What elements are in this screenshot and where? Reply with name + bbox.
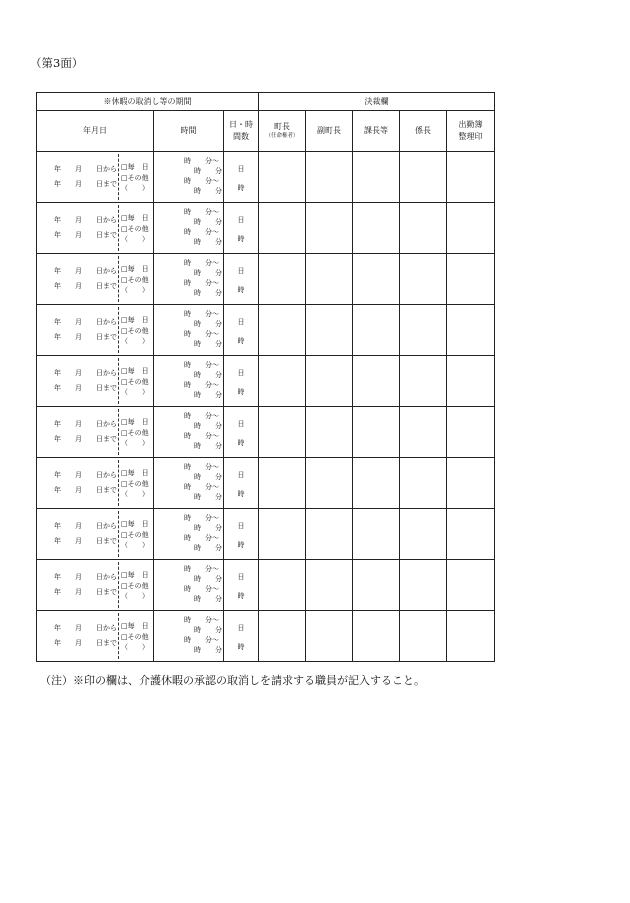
- date-entry-cell[interactable]: [37, 611, 154, 662]
- date-to-text: 年 月 日まで: [54, 435, 117, 443]
- footnote: （注）※印の欄は、介護休暇の承認の取消しを請求する職員が記入すること。: [40, 674, 425, 687]
- mayor-stamp-cell[interactable]: [259, 152, 306, 203]
- other-paren-field[interactable]: （ ）: [121, 592, 149, 600]
- days-header-line2: 間数: [233, 132, 250, 141]
- date-to-text: 年 月 日まで: [54, 588, 117, 596]
- table-row: [37, 152, 495, 203]
- date-to-text: 年 月 日まで: [54, 231, 117, 239]
- daily-checkbox-label[interactable]: □毎 日: [121, 571, 149, 579]
- table-row: [37, 509, 495, 560]
- days-header-line1: 日・時: [229, 120, 254, 129]
- time-line-1: 時 分～: [184, 514, 219, 522]
- attendance-column-header: [447, 111, 495, 152]
- dashed-divider: [118, 460, 119, 506]
- other-paren-field[interactable]: （ ）: [121, 439, 149, 447]
- time-line-1: 時 分～: [184, 361, 219, 369]
- deputy-mayor-stamp-cell[interactable]: [306, 407, 353, 458]
- dashed-divider: [118, 409, 119, 455]
- time-line-2: 時 分: [194, 575, 222, 583]
- time-line-1: 時 分～: [184, 157, 219, 165]
- time-line-4: 時 分: [194, 187, 222, 195]
- date-entry-cell[interactable]: [37, 560, 154, 611]
- date-from-text: 年 月 日から: [54, 471, 117, 479]
- mayor-sub-label: （任命権者）: [265, 133, 299, 140]
- daily-checkbox-label[interactable]: □毎 日: [121, 316, 149, 324]
- date-entry-cell[interactable]: [37, 305, 154, 356]
- attendance-stamp-cell[interactable]: [447, 458, 495, 509]
- dashed-divider: [118, 358, 119, 404]
- date-from-text: 年 月 日から: [54, 624, 117, 632]
- deputy-mayor-stamp-cell[interactable]: [306, 305, 353, 356]
- cancellation-form-table: [36, 92, 495, 662]
- deputy-mayor-stamp-cell[interactable]: [306, 152, 353, 203]
- hour-unit-label: 時: [237, 235, 245, 243]
- time-entry-cell[interactable]: [154, 152, 224, 203]
- other-checkbox-label[interactable]: □その他: [121, 327, 149, 335]
- time-line-3: 時 分～: [184, 228, 219, 236]
- staff-chief-stamp-cell[interactable]: [400, 611, 447, 662]
- date-to-text: 年 月 日まで: [54, 384, 117, 392]
- hour-unit-label: 時: [237, 592, 245, 600]
- attendance-stamp-cell[interactable]: [447, 611, 495, 662]
- other-paren-field[interactable]: （ ）: [121, 337, 149, 345]
- deputy-mayor-stamp-cell[interactable]: [306, 458, 353, 509]
- other-paren-field[interactable]: （ ）: [121, 541, 149, 549]
- staff-chief-stamp-cell[interactable]: [400, 152, 447, 203]
- daily-checkbox-label[interactable]: □毎 日: [121, 367, 149, 375]
- section-chief-stamp-cell[interactable]: [353, 560, 400, 611]
- approval-header: 決裁欄: [259, 93, 495, 111]
- time-entry-cell[interactable]: [154, 560, 224, 611]
- date-column-header: 年月日: [37, 111, 154, 152]
- hour-unit-label: 時: [237, 286, 245, 294]
- time-line-2: 時 分: [194, 626, 222, 634]
- staff-chief-stamp-cell[interactable]: [400, 356, 447, 407]
- date-entry-cell[interactable]: [37, 254, 154, 305]
- time-line-3: 時 分～: [184, 330, 219, 338]
- mayor-column-header: [259, 111, 306, 152]
- date-from-text: 年 月 日から: [54, 318, 117, 326]
- date-from-text: 年 月 日から: [54, 420, 117, 428]
- date-to-text: 年 月 日まで: [54, 486, 117, 494]
- time-line-2: 時 分: [194, 422, 222, 430]
- time-entry-cell[interactable]: [154, 356, 224, 407]
- mayor-stamp-cell[interactable]: [259, 203, 306, 254]
- day-unit-label: 日: [237, 624, 245, 632]
- other-checkbox-label[interactable]: □その他: [121, 174, 149, 182]
- day-unit-label: 日: [237, 420, 245, 428]
- dashed-divider: [118, 154, 119, 200]
- section-chief-stamp-cell[interactable]: [353, 356, 400, 407]
- time-line-4: 時 分: [194, 238, 222, 246]
- other-checkbox-label[interactable]: □その他: [121, 582, 149, 590]
- date-from-text: 年 月 日から: [54, 522, 117, 530]
- attendance-stamp-cell[interactable]: [447, 152, 495, 203]
- time-line-3: 時 分～: [184, 381, 219, 389]
- time-line-4: 時 分: [194, 493, 222, 501]
- deputy-mayor-stamp-cell[interactable]: [306, 203, 353, 254]
- staff-chief-stamp-cell[interactable]: [400, 509, 447, 560]
- daily-checkbox-label[interactable]: □毎 日: [121, 622, 149, 630]
- staff-chief-stamp-cell[interactable]: [400, 407, 447, 458]
- day-unit-label: 日: [237, 471, 245, 479]
- daily-checkbox-label[interactable]: □毎 日: [121, 163, 149, 171]
- dashed-divider: [118, 562, 119, 608]
- hour-unit-label: 時: [237, 490, 245, 498]
- time-entry-cell[interactable]: [154, 611, 224, 662]
- time-line-3: 時 分～: [184, 585, 219, 593]
- deputy-mayor-stamp-cell[interactable]: [306, 356, 353, 407]
- day-unit-label: 日: [237, 522, 245, 530]
- dashed-divider: [118, 307, 119, 353]
- mayor-stamp-cell[interactable]: [259, 509, 306, 560]
- daily-checkbox-label[interactable]: □毎 日: [121, 418, 149, 426]
- section-chief-stamp-cell[interactable]: [353, 611, 400, 662]
- date-from-text: 年 月 日から: [54, 216, 117, 224]
- other-paren-field[interactable]: （ ）: [121, 235, 149, 243]
- time-line-3: 時 分～: [184, 534, 219, 542]
- date-entry-cell[interactable]: [37, 203, 154, 254]
- time-entry-cell[interactable]: [154, 407, 224, 458]
- time-line-1: 時 分～: [184, 259, 219, 267]
- attendance-stamp-cell[interactable]: [447, 254, 495, 305]
- deputy-mayor-stamp-cell[interactable]: [306, 611, 353, 662]
- table-row: [37, 305, 495, 356]
- daily-checkbox-label[interactable]: □毎 日: [121, 214, 149, 222]
- hour-unit-label: 時: [237, 388, 245, 396]
- time-line-4: 時 分: [194, 442, 222, 450]
- time-line-3: 時 分～: [184, 432, 219, 440]
- days-hours-cell[interactable]: [224, 203, 259, 254]
- attendance-header-line2: 整理印: [458, 132, 483, 141]
- days-hours-cell[interactable]: [224, 356, 259, 407]
- hour-unit-label: 時: [237, 643, 245, 651]
- time-line-2: 時 分: [194, 269, 222, 277]
- other-checkbox-label[interactable]: □その他: [121, 276, 149, 284]
- time-line-4: 時 分: [194, 289, 222, 297]
- mayor-stamp-cell[interactable]: [259, 560, 306, 611]
- mayor-stamp-cell[interactable]: [259, 356, 306, 407]
- time-line-1: 時 分～: [184, 310, 219, 318]
- time-entry-cell[interactable]: [154, 254, 224, 305]
- attendance-stamp-cell[interactable]: [447, 203, 495, 254]
- other-checkbox-label[interactable]: □その他: [121, 225, 149, 233]
- mayor-stamp-cell[interactable]: [259, 458, 306, 509]
- date-entry-cell[interactable]: [37, 509, 154, 560]
- table-row: [37, 356, 495, 407]
- section-chief-column-header: 課長等: [353, 111, 400, 152]
- attendance-header-line1: 出勤簿: [458, 120, 483, 129]
- staff-chief-stamp-cell[interactable]: [400, 458, 447, 509]
- staff-chief-stamp-cell[interactable]: [400, 254, 447, 305]
- staff-chief-stamp-cell[interactable]: [400, 203, 447, 254]
- days-column-header: [224, 111, 259, 152]
- time-line-2: 時 分: [194, 218, 222, 226]
- time-line-1: 時 分～: [184, 208, 219, 216]
- mayor-stamp-cell[interactable]: [259, 254, 306, 305]
- other-paren-field[interactable]: （ ）: [121, 286, 149, 294]
- other-checkbox-label[interactable]: □その他: [121, 378, 149, 386]
- time-column-header: 時間: [154, 111, 224, 152]
- time-line-1: 時 分～: [184, 616, 219, 624]
- days-hours-cell[interactable]: [224, 152, 259, 203]
- time-entry-cell[interactable]: [154, 458, 224, 509]
- day-unit-label: 日: [237, 216, 245, 224]
- days-hours-cell[interactable]: [224, 509, 259, 560]
- section-chief-stamp-cell[interactable]: [353, 407, 400, 458]
- time-line-3: 時 分～: [184, 483, 219, 491]
- hour-unit-label: 時: [237, 337, 245, 345]
- days-hours-cell[interactable]: [224, 560, 259, 611]
- staff-chief-stamp-cell[interactable]: [400, 560, 447, 611]
- table-row: [37, 560, 495, 611]
- other-paren-field[interactable]: （ ）: [121, 490, 149, 498]
- days-hours-cell[interactable]: [224, 407, 259, 458]
- hour-unit-label: 時: [237, 439, 245, 447]
- section-chief-stamp-cell[interactable]: [353, 509, 400, 560]
- time-line-4: 時 分: [194, 544, 222, 552]
- time-line-1: 時 分～: [184, 412, 219, 420]
- attendance-stamp-cell[interactable]: [447, 509, 495, 560]
- other-paren-field[interactable]: （ ）: [121, 184, 149, 192]
- date-entry-cell[interactable]: [37, 407, 154, 458]
- day-unit-label: 日: [237, 573, 245, 581]
- daily-checkbox-label[interactable]: □毎 日: [121, 520, 149, 528]
- dashed-divider: [118, 613, 119, 659]
- time-line-1: 時 分～: [184, 463, 219, 471]
- date-entry-cell[interactable]: [37, 152, 154, 203]
- date-to-text: 年 月 日まで: [54, 282, 117, 290]
- time-line-3: 時 分～: [184, 177, 219, 185]
- staff-chief-stamp-cell[interactable]: [400, 305, 447, 356]
- time-entry-cell[interactable]: [154, 203, 224, 254]
- section-chief-stamp-cell[interactable]: [353, 458, 400, 509]
- daily-checkbox-label[interactable]: □毎 日: [121, 265, 149, 273]
- hour-unit-label: 時: [237, 541, 245, 549]
- date-to-text: 年 月 日まで: [54, 537, 117, 545]
- dashed-divider: [118, 511, 119, 557]
- deputy-mayor-stamp-cell[interactable]: [306, 254, 353, 305]
- daily-checkbox-label[interactable]: □毎 日: [121, 469, 149, 477]
- time-entry-cell[interactable]: [154, 509, 224, 560]
- dashed-divider: [118, 256, 119, 302]
- table-row: [37, 407, 495, 458]
- table-row: [37, 254, 495, 305]
- attendance-stamp-cell[interactable]: [447, 407, 495, 458]
- table-row: [37, 458, 495, 509]
- days-hours-cell[interactable]: [224, 305, 259, 356]
- mayor-stamp-cell[interactable]: [259, 611, 306, 662]
- date-from-text: 年 月 日から: [54, 369, 117, 377]
- time-line-4: 時 分: [194, 391, 222, 399]
- time-line-2: 時 分: [194, 371, 222, 379]
- other-checkbox-label[interactable]: □その他: [121, 480, 149, 488]
- dashed-divider: [118, 205, 119, 251]
- attendance-stamp-cell[interactable]: [447, 356, 495, 407]
- date-from-text: 年 月 日から: [54, 573, 117, 581]
- deputy-mayor-stamp-cell[interactable]: [306, 560, 353, 611]
- table-row: [37, 611, 495, 662]
- section-chief-stamp-cell[interactable]: [353, 203, 400, 254]
- day-unit-label: 日: [237, 318, 245, 326]
- mayor-stamp-cell[interactable]: [259, 407, 306, 458]
- section-chief-stamp-cell[interactable]: [353, 152, 400, 203]
- date-to-text: 年 月 日まで: [54, 180, 117, 188]
- date-entry-cell[interactable]: [37, 458, 154, 509]
- day-unit-label: 日: [237, 369, 245, 377]
- date-entry-cell[interactable]: [37, 356, 154, 407]
- time-line-2: 時 分: [194, 524, 222, 532]
- other-checkbox-label[interactable]: □その他: [121, 633, 149, 641]
- days-hours-cell[interactable]: [224, 611, 259, 662]
- attendance-stamp-cell[interactable]: [447, 560, 495, 611]
- hour-unit-label: 時: [237, 184, 245, 192]
- days-hours-cell[interactable]: [224, 458, 259, 509]
- time-line-3: 時 分～: [184, 636, 219, 644]
- time-entry-cell[interactable]: [154, 305, 224, 356]
- other-checkbox-label[interactable]: □その他: [121, 429, 149, 437]
- deputy-mayor-stamp-cell[interactable]: [306, 509, 353, 560]
- other-paren-field[interactable]: （ ）: [121, 388, 149, 396]
- day-unit-label: 日: [237, 267, 245, 275]
- period-header: ※休暇の取消し等の期間: [37, 93, 259, 111]
- section-chief-stamp-cell[interactable]: [353, 254, 400, 305]
- other-paren-field[interactable]: （ ）: [121, 643, 149, 651]
- time-line-4: 時 分: [194, 595, 222, 603]
- attendance-stamp-cell[interactable]: [447, 305, 495, 356]
- section-chief-stamp-cell[interactable]: [353, 305, 400, 356]
- time-line-2: 時 分: [194, 320, 222, 328]
- mayor-stamp-cell[interactable]: [259, 305, 306, 356]
- time-line-2: 時 分: [194, 473, 222, 481]
- time-line-2: 時 分: [194, 167, 222, 175]
- other-checkbox-label[interactable]: □その他: [121, 531, 149, 539]
- page-label: （第3面）: [30, 56, 84, 70]
- deputy-mayor-column-header: 副町長: [306, 111, 353, 152]
- mayor-label: 町長: [274, 122, 291, 132]
- days-hours-cell[interactable]: [224, 254, 259, 305]
- date-to-text: 年 月 日まで: [54, 333, 117, 341]
- day-unit-label: 日: [237, 165, 245, 173]
- table-row: [37, 203, 495, 254]
- time-line-1: 時 分～: [184, 565, 219, 573]
- time-line-4: 時 分: [194, 646, 222, 654]
- staff-chief-column-header: 係長: [400, 111, 447, 152]
- date-from-text: 年 月 日から: [54, 165, 117, 173]
- date-to-text: 年 月 日まで: [54, 639, 117, 647]
- time-line-4: 時 分: [194, 340, 222, 348]
- time-line-3: 時 分～: [184, 279, 219, 287]
- date-from-text: 年 月 日から: [54, 267, 117, 275]
